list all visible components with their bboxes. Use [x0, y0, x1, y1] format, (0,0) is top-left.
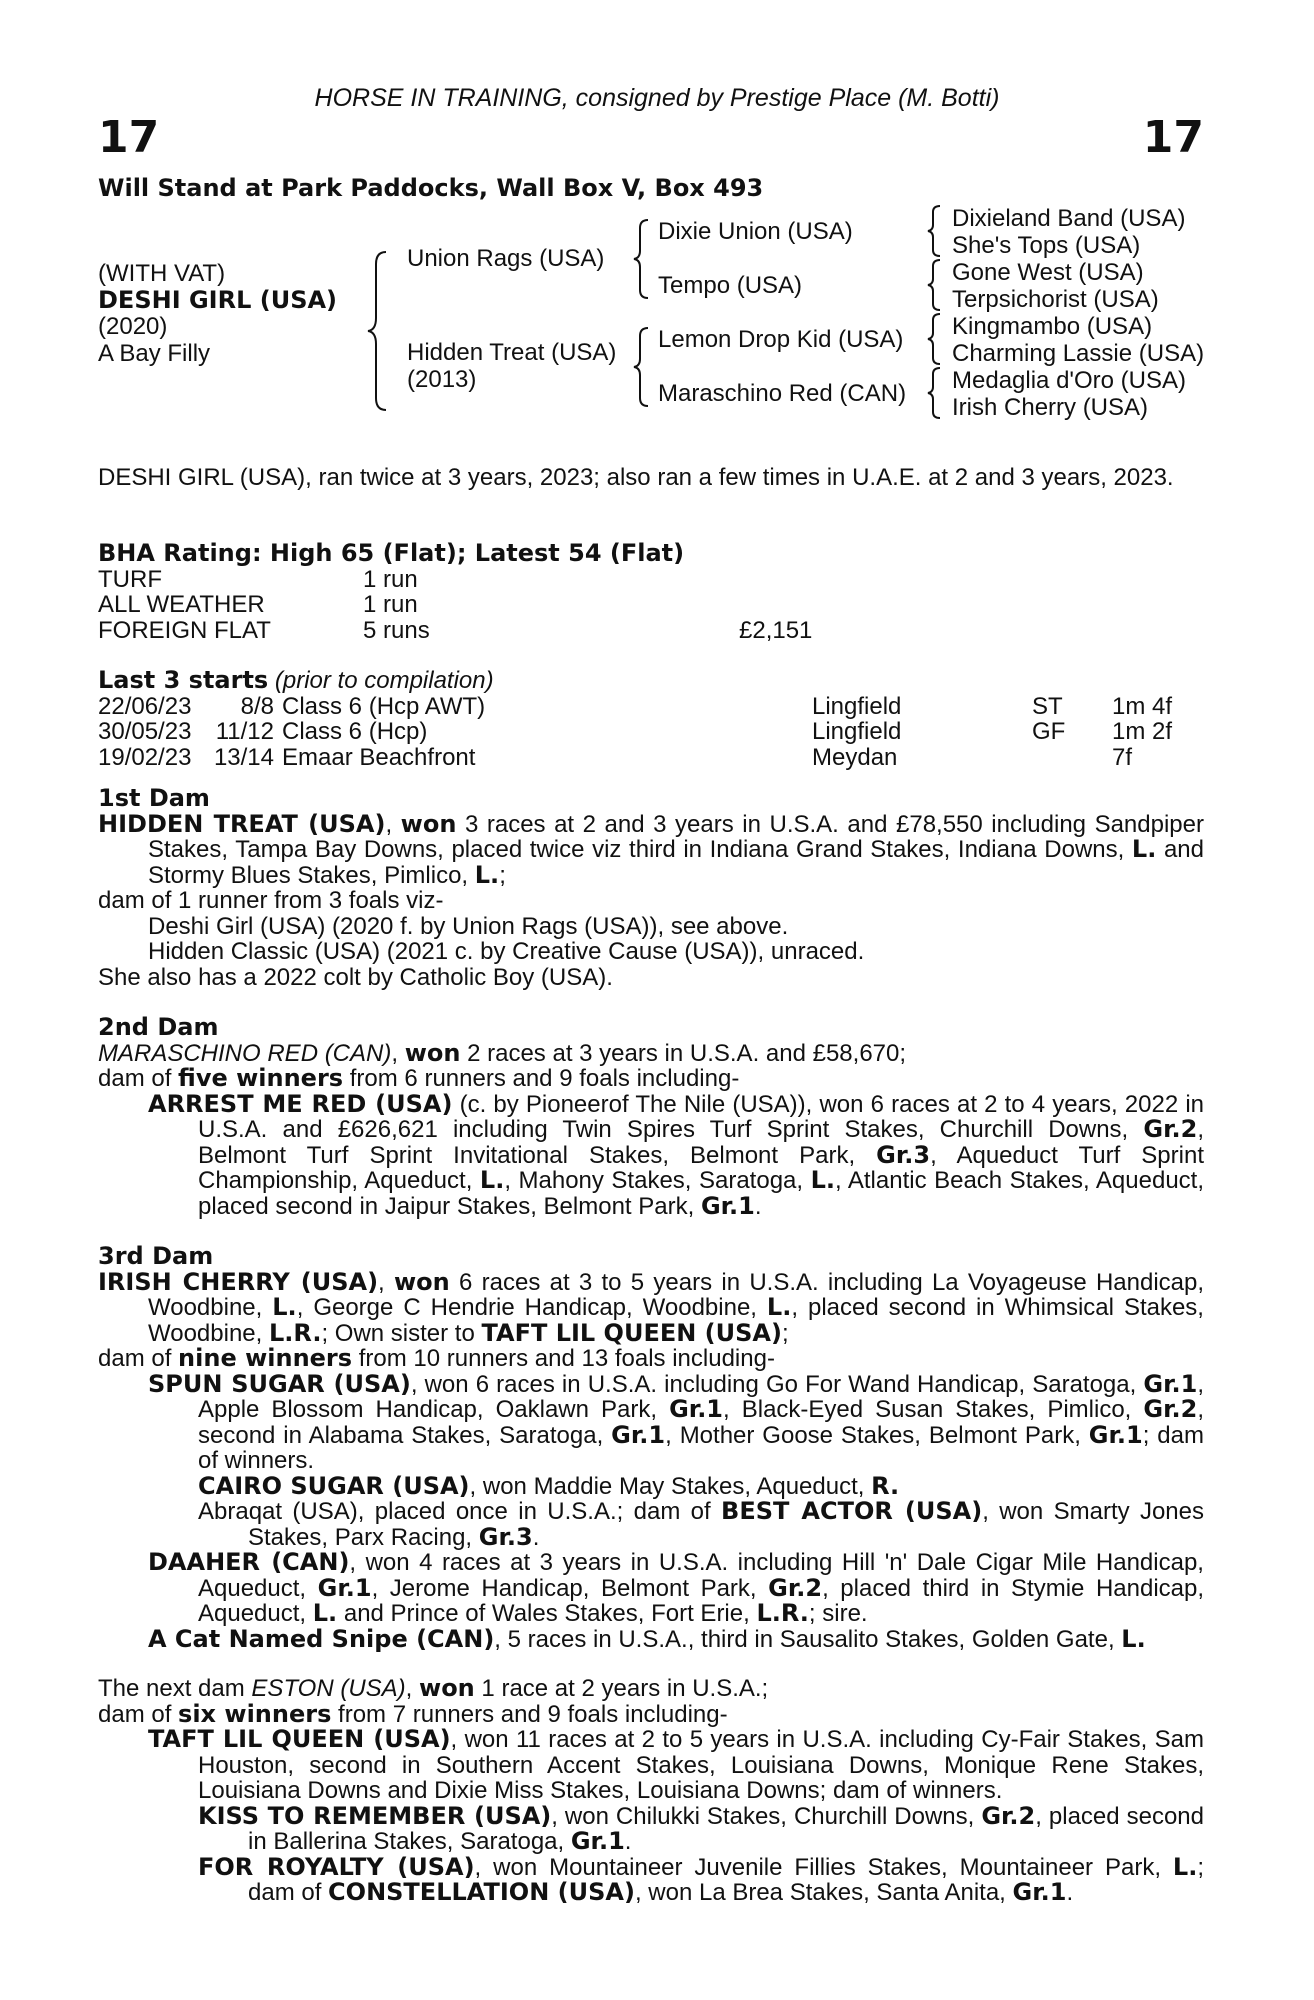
- second-dam-title: 2nd Dam: [98, 1013, 219, 1041]
- horse-year: (2020): [98, 313, 168, 340]
- race-summary: DESHI GIRL (USA), ran twice at 3 years, 2023; also ran a few times in U.A.E. at 2 and 3 years, 2023.: [98, 464, 1174, 491]
- brace-sire: [632, 218, 652, 300]
- dam-year: (2013): [407, 366, 477, 393]
- horse-description: A Bay Filly: [98, 340, 211, 367]
- horse-name: DESHI GIRL (USA): [98, 286, 338, 314]
- list-item: TAFT LIL QUEEN (USA), won 11 races at 2 to 5 years in U.S.A. including Cy-Fair Stakes, Sam Houston, second in Southern Accent Stakes, Louisiana Downs, Monique Rene Stakes, Louisiana Downs and Dixie Miss Stakes, Louisiana Downs; dam of winners.: [148, 1725, 1205, 1804]
- table-row: 30/05/23 11/12 Class 6 (Hcp) Lingfield GF 1m 2f: [98, 718, 1173, 745]
- rating-title: BHA Rating: High 65 (Flat); Latest 54 (Flat): [98, 539, 685, 567]
- dam-sire-dam: Charming Lassie (USA): [952, 340, 1205, 367]
- list-item: Deshi Girl (USA) (2020 f. by Union Rags (USA)), see above.: [148, 912, 789, 940]
- last-starts-section: [98, 668, 1204, 770]
- list-item: ARREST ME RED (USA) (c. by Pioneerof The Nile (USA)), won 6 races at 2 to 4 years, 2022 in U.S.A. and £626,621 including Twin Spires Turf Sprint Stakes, Churchill Downs, Gr.2, Belmont Turf Sprint Invitational Stakes, Belmont Park, Gr.3, Aqueduct Turf Sprint Championship, Aqueduct, L., Mahony Stakes, Saratoga, L., Atlantic Beach Stakes, Aqueduct, placed second in Jaipur Stakes, Belmont Park, Gr.1.: [148, 1089, 1205, 1220]
- third-dam-title: 3rd Dam: [98, 1242, 214, 1270]
- second-dam-record: MARASCHINO RED (CAN), won 2 races at 3 years in U.S.A. and £58,670;: [98, 1038, 907, 1067]
- first-dam-title: 1st Dam: [98, 784, 210, 812]
- last-starts-note: (prior to compilation): [274, 667, 494, 694]
- brace-horse: [366, 250, 392, 412]
- last-starts-table: [98, 694, 1172, 771]
- list-item: FOR ROYALTY (USA), won Mountaineer Juvenile Fillies Stakes, Mountaineer Park, L.; dam of CONSTELLATION (USA), won La Brea Stakes, Santa Anita, Gr.1.: [198, 1852, 1204, 1906]
- second-dam-produce: dam of five winners from 6 runners and 9 foals including-: [98, 1064, 740, 1092]
- third-dam-section: [98, 1244, 1204, 1652]
- sire-sire: Dixie Union (USA): [658, 218, 853, 245]
- sire-dam-dam: Terpsichorist (USA): [952, 286, 1159, 313]
- table-row: 19/02/23 13/14 Emaar Beachfront Meydan 7f: [98, 743, 1133, 771]
- first-dam-note: She also has a 2022 colt by Catholic Boy (USA).: [98, 963, 613, 991]
- dam-dam-sire: Medaglia d'Oro (USA): [952, 367, 1186, 394]
- third-dam-record: IRISH CHERRY (USA), won 6 races at 3 to 5 years in U.S.A. including La Voyageuse Handicap, Woodbine, L., George C Hendrie Handicap, Woodbine, L., placed second in Whimsical Stakes, Woodbine, L.R.; Own sister to TAFT LIL QUEEN (USA);: [98, 1267, 1205, 1347]
- list-item: SPUN SUGAR (USA), won 6 races in U.S.A. including Go For Wand Handicap, Saratoga, Gr.1, Apple Blossom Handicap, Oaklawn Park, Gr.1, Black-Eyed Susan Stakes, Pimlico, Gr.2, second in Alabama Stakes, Saratoga, Gr.1, Mother Goose Stakes, Belmont Park, Gr.1; dam of winners.: [148, 1369, 1204, 1474]
- lot-number-right: 17: [1142, 112, 1204, 163]
- dam-name: Hidden Treat (USA): [407, 339, 617, 366]
- page-header: HORSE IN TRAINING, consigned by Prestige Place (M. Botti): [314, 84, 1000, 112]
- next-dam-record: The next dam ESTON (USA), won 1 race at 2 years in U.S.A.;: [98, 1674, 769, 1702]
- sire-sire-sire: Dixieland Band (USA): [952, 205, 1186, 232]
- table-row: 22/06/23 8/8 Class 6 (Hcp AWT) Lingfield ST 1m 4f: [98, 692, 1173, 720]
- dam-dam: Maraschino Red (CAN): [658, 380, 907, 407]
- dam-sire-sire: Kingmambo (USA): [952, 313, 1153, 340]
- list-item: KISS TO REMEMBER (USA), won Chilukki Stakes, Churchill Downs, Gr.2, placed second in Ballerina Stakes, Saratoga, Gr.1.: [198, 1801, 1204, 1855]
- first-dam-record: HIDDEN TREAT (USA), won 3 races at 2 and 3 years in U.S.A. and £78,550 including Sandpiper Stakes, Tampa Bay Downs, placed twice viz third in Indiana Grand Stakes, Indiana Downs, L. and Stormy Blues Stakes, Pimlico, L.;: [98, 809, 1204, 889]
- table-row: FOREIGN FLAT 5 runs £2,151: [98, 616, 813, 644]
- list-item: DAAHER (CAN), won 4 races at 3 years in U.S.A. including Hill 'n' Dale Cigar Mile Handicap, Aqueduct, Gr.1, Jerome Handicap, Belmont Park, Gr.2, placed third in Stymie Handicap, Aqueduct, L. and Prince of Wales Stakes, Fort Erie, L.R.; sire.: [148, 1548, 1205, 1627]
- sire-name: Union Rags (USA): [407, 245, 605, 272]
- next-dam-produce: dam of six winners from 7 runners and 9 foals including-: [98, 1699, 728, 1728]
- dam-sire: Lemon Drop Kid (USA): [658, 326, 904, 353]
- dam-dam-dam: Irish Cherry (USA): [952, 394, 1149, 421]
- first-dam-produce: dam of 1 runner from 3 foals viz-: [98, 887, 444, 914]
- first-dam-section: [98, 786, 1204, 990]
- brace-ss: [926, 204, 944, 258]
- sire-dam-sire: Gone West (USA): [952, 259, 1144, 286]
- stand-location: Will Stand at Park Paddocks, Wall Box V, Box 493: [98, 174, 764, 202]
- rating-table: [98, 567, 812, 644]
- table-row: ALL WEATHER 1 run: [98, 591, 418, 618]
- rating-section: [98, 541, 1204, 643]
- lot-number-left: 17: [98, 112, 160, 163]
- list-item: Abraqat (USA), placed once in U.S.A.; dam of BEST ACTOR (USA), won Smarty Jones Stakes, Parx Racing, Gr.3.: [198, 1497, 1205, 1551]
- last-starts-title: Last 3 starts: [98, 666, 269, 694]
- brace-sd: [926, 258, 944, 312]
- second-dam-section: [98, 1015, 1204, 1219]
- third-dam-produce: dam of nine winners from 10 runners and 13 foals including-: [98, 1344, 775, 1372]
- brace-ds: [926, 312, 944, 366]
- sire-sire-dam: She's Tops (USA): [952, 232, 1141, 259]
- list-item: CAIRO SUGAR (USA), won Maddie May Stakes, Aqueduct, R.: [198, 1471, 900, 1500]
- table-row: TURF 1 run: [98, 565, 418, 593]
- list-item: Hidden Classic (USA) (2021 c. by Creative Cause (USA)), unraced.: [148, 938, 865, 965]
- sire-dam: Tempo (USA): [658, 272, 803, 299]
- next-dam-section: [98, 1676, 1204, 1906]
- brace-dd: [926, 366, 944, 420]
- list-item: A Cat Named Snipe (CAN), 5 races in U.S.A., third in Sausalito Stakes, Golden Gate, L.: [148, 1624, 1146, 1653]
- brace-dam: [632, 326, 652, 408]
- vat-note: (WITH VAT): [98, 260, 226, 287]
